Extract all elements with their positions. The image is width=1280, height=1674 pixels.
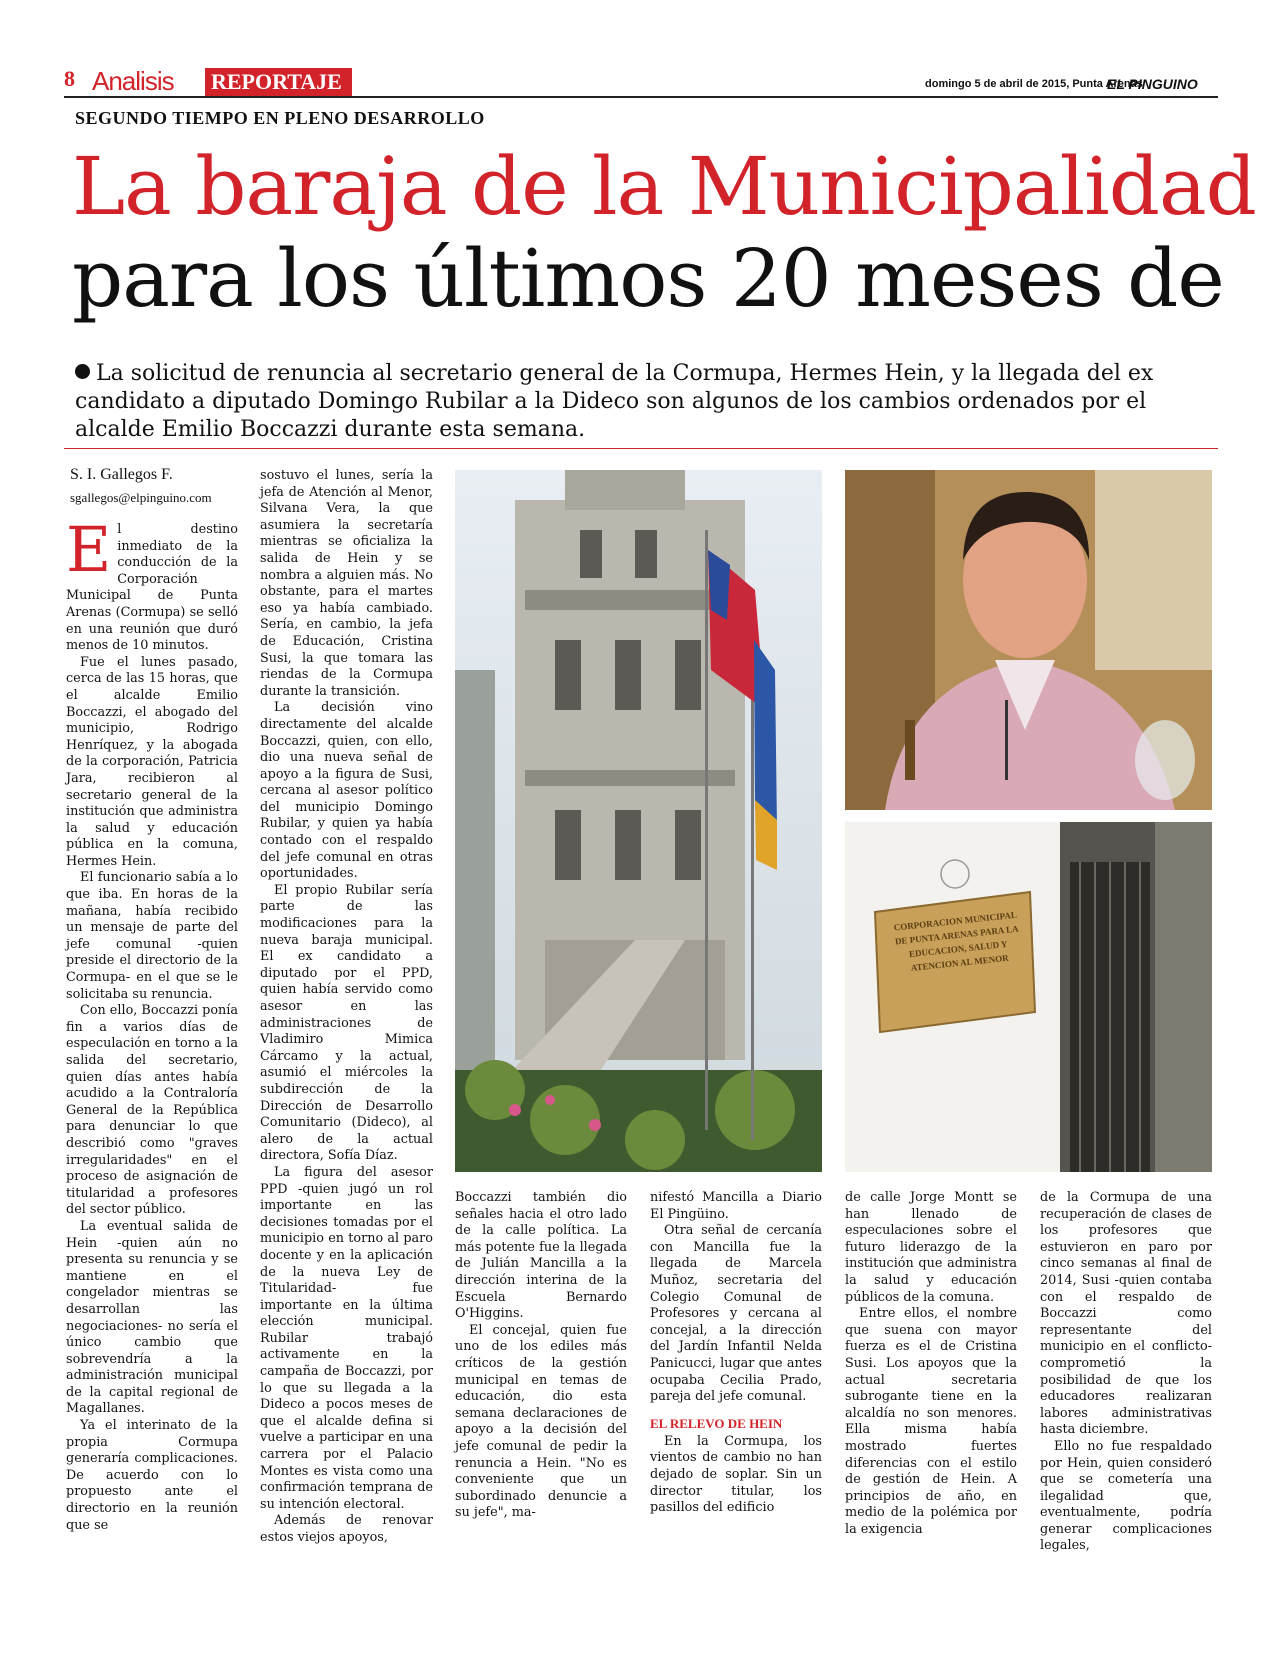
- paragraph: de calle Jorge Montt se han llenado de especulaciones sobre el futuro liderazgo de la institución que administra la salud y educación públicos de la comuna.: [845, 1190, 1017, 1305]
- paragraph: La decisión vino directamente del alcalde Boccazzi, quien, con ello, dio una nueva señal de apoyo a la figura de Susi, cercana al asesor político del municipio Domingo Rubilar, y quien ya había contado con el respaldo del jefe comunal en otras oportunidades.: [260, 700, 433, 882]
- photo-institution-sign: [845, 822, 1212, 1172]
- paragraph: En la Cormupa, los vientos de cambio no han dejado de soplar. Sin un director titular, los pasillos del edificio: [650, 1433, 822, 1516]
- paragraph: nifestó Mancilla a Diario El Pingüino.: [650, 1190, 822, 1222]
- header-rule: [64, 96, 1218, 98]
- paragraph: Fue el lunes pasado, cerca de las 15 horas, que el alcalde Emilio Boccazzi, el abogado del municipio, Rodrigo Henríquez, y la abogada de la corporación, Patricia Jara, recibieron al secretario general de la institución que administra la salud y educación pública en la comuna, Hermes Hein.: [66, 654, 238, 869]
- dateline: domingo 5 de abril de 2015, Punta Arenas: [925, 78, 1143, 90]
- photo-man-speaking: [845, 470, 1212, 810]
- paragraph: Otra señal de cercanía con Mancilla fue la llegada de Marcela Muñoz, secretaria del Colegio Comunal de Profesores y cercana al concejal, a la dirección del Jardín Infantil Nelda Panicucci, lugar que antes ocupaba Cecilia Prado, pareja del jefe comunal.: [650, 1223, 822, 1405]
- article-column-5: [845, 1190, 1017, 1538]
- subhead: EL RELEVO DE HEIN: [650, 1415, 783, 1431]
- headline-line-2: para los últimos 20 meses de: [72, 232, 1224, 325]
- drop-cap: E: [66, 513, 112, 586]
- section-tag: REPORTAJE: [205, 68, 352, 96]
- paragraph: El concejal, quien fue uno de los ediles más críticos de la gestión municipal en temas de educación, dio esta semana declaraciones de apoyo a la decisión del jefe comunal de pedir la renuncia a Hein. "No es conveniente que un subordinado denuncie a su jefe", ma-: [455, 1322, 627, 1521]
- paragraph: El funcionario sabía a lo que iba. En horas de la mañana, había recibido un mensaje de parte del jefe comunal -quien preside el directorio de la Cormupa- en el que se le solicitaba su renuncia.: [66, 870, 238, 1002]
- paragraph: Ello no fue respaldado por Hein, quien consideró que se cometería una ilegalidad que, eventualmente, podría generar complicaciones legales,: [1040, 1438, 1212, 1554]
- article-column-4: [650, 1190, 822, 1517]
- deck-text: La solicitud de renuncia al secretario general de la Cormupa, Hermes Hein, y la llegada del ex candidato a diputado Domingo Rubilar a la Dideco son algunos de los cambios ordenados por el alcalde Emilio Boccazzi durante esta semana.: [75, 361, 1154, 442]
- page-number: 8: [64, 66, 75, 91]
- article-column-6: [1040, 1190, 1212, 1555]
- article-column-2: [260, 468, 433, 1547]
- article-column-1: [66, 513, 238, 1534]
- byline-email: sgallegos@elpinguino.com: [70, 490, 212, 505]
- paragraph: Entre ellos, el nombre que suena con mayor fuerza es el de Cristina Susi. Los apoyos que la actual secretaria subrogante tiene en la alcaldía no son menores. Ella misma había mostrado fuertes diferencias con el estilo de gestión de Hein. A principios de año, en medio de la polémica por la exigencia: [845, 1306, 1017, 1537]
- paragraph: La eventual salida de Hein -quien aún no presenta su renuncia y se mantiene en el congelador mientras se desarrollan las negociaciones- no sería el único cambio que sobrevendría a la administración municipal de la capital regional de Magallanes.: [66, 1218, 238, 1417]
- sign-text: CORPORACION MUNICIPAL DE PUNTA ARENAS PARA LA EDUCACION, SALUD Y ATENCION AL MENOR: [893, 909, 1020, 973]
- paragraph: La figura del asesor PPD -quien jugó un rol importante en las decisiones tomadas por el municipio en torno al paro docente y en la aplicación de la nueva Ley de Titularidad- fue importante en la última elección municipal. Rubilar trabajó activamente en la campaña de Boccazzi, por lo que su llegada a la Dideco a pocos meses de que el alcalde defina si vuelve a participar en una carrera por el Palacio Montes es vista como una confirmación temprana de su intención electoral.: [260, 1164, 433, 1512]
- section-logo: Analisis: [92, 66, 174, 96]
- paragraph: de la Cormupa de una recuperación de clases de los profesores que estuvieron en paro por cinco semanas al final de 2014, Susi -quien contaba con el respaldo de Boccazzi como representante del municipio en el conflicto- comprometió la posibilidad de que los educadores realizaran labores administrativas hasta diciembre.: [1040, 1190, 1212, 1438]
- photo-building: [455, 470, 822, 1172]
- paragraph: Además de renovar estos viejos apoyos,: [260, 1513, 433, 1545]
- article-column-3: [455, 1190, 627, 1522]
- deck-rule: [64, 448, 1218, 449]
- masthead: EL PINGUINO: [1107, 76, 1198, 92]
- paragraph: Con ello, Boccazzi ponía fin a varios días de especulación en torno a la salida del secretario, quien días antes había acudido a la Contraloría General de la República para denunciar lo que describió como "graves irregularidades" en el proceso de asignación de titularidad a profesores del sector público.: [66, 1003, 238, 1218]
- byline-name: S. I. Gallegos F.: [70, 466, 173, 483]
- paragraph: Ya el interinato de la propia Cormupa generaría complicaciones. De acuerdo con lo propuesto ante el directorio en la reunión que se: [66, 1418, 238, 1533]
- paragraph: l destino inmediato de la conducción de la Corporación Municipal de Punta Arenas (Cormupa) se selló en una reunión que duró menos de 10 minutos.: [66, 522, 238, 654]
- kicker: SEGUNDO TIEMPO EN PLENO DESARROLLO: [75, 108, 485, 128]
- paragraph: El propio Rubilar sería parte de las modificaciones para la nueva baraja municipal. El ex candidato a diputado por el PPD, quien había servido como asesor en las administraciones de Vladimiro Mimica Cárcamo y la actual, asumió el miércoles la subdirección de la Dirección de Desarrollo Comunitario (Dideco), al alero de la actual directora, Sofía Díaz.: [260, 882, 433, 1164]
- bullet-icon: [75, 364, 90, 379]
- paragraph: Boccazzi también dio señales hacia el otro lado de la calle política. La más potente fue la llegada de Julián Mancilla a la dirección interina de la Escuela Bernardo O'Higgins.: [455, 1190, 627, 1322]
- paragraph: sostuvo el lunes, sería la jefa de Atención al Menor, Silvana Vera, la que asumiera la secretaría mientras se oficializa la salida de Hein y se nombra a alguien más. No obstante, para el martes eso ya había cambiado. Sería, en cambio, la jefa de Educación, Cristina Susi, la que tomara las riendas de la Cormupa durante la transición.: [260, 468, 433, 699]
- headline-line-1: La baraja de la Municipalidad: [72, 140, 1256, 233]
- deck: [75, 360, 1185, 444]
